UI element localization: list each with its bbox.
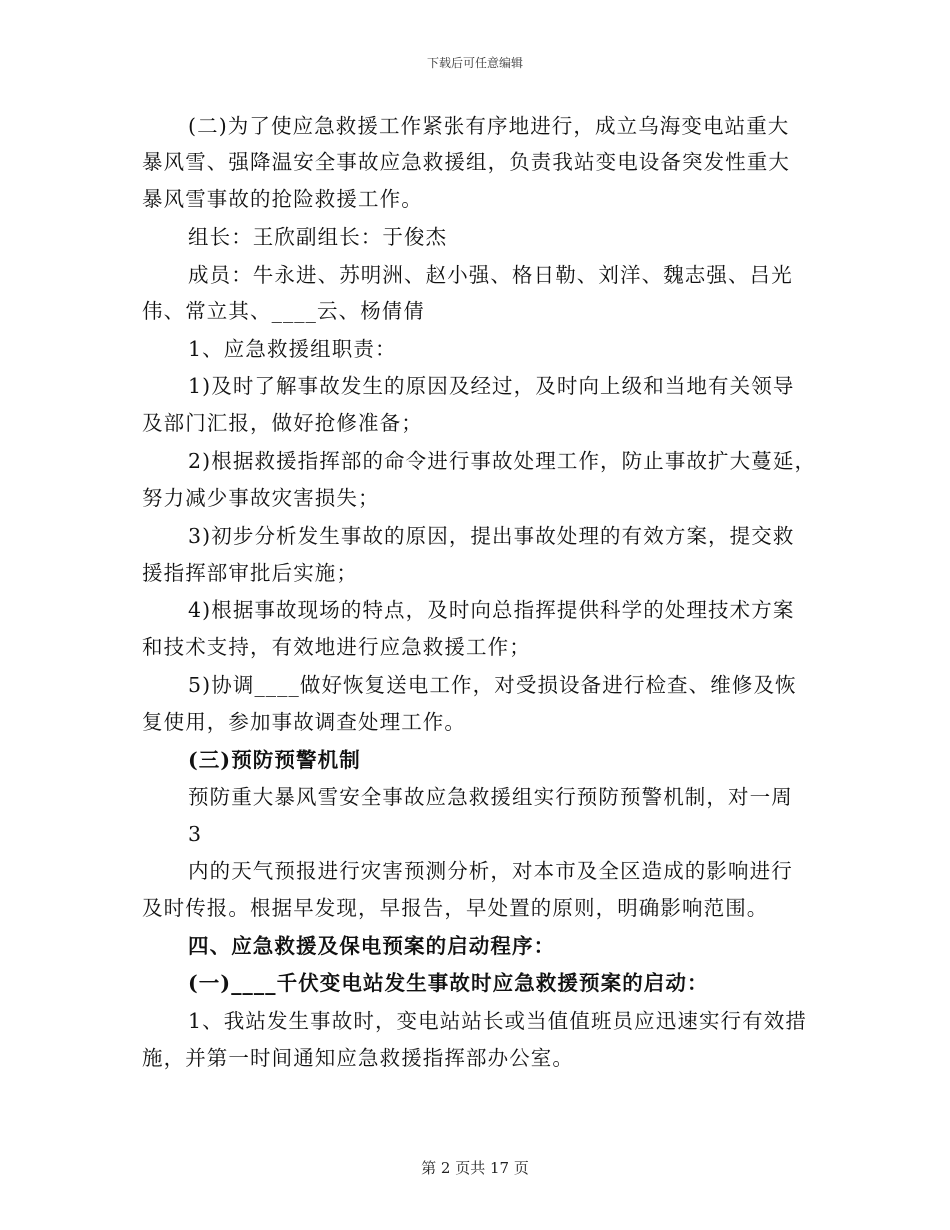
body-line: 1、我站发生事故时，变电站站长或当值值班员应迅速实行有效措 — [188, 1009, 807, 1033]
page-header-note: 下载后可任意编辑 — [426, 56, 523, 70]
body-line: (二)为了使应急救援工作紧张有序地进行，成立乌海变电站重大 — [188, 114, 790, 138]
body-line: 3)初步分析发生事故的原因，提出事故处理的有效方案，提交救 — [188, 524, 795, 548]
section-heading: (三)预防预警机制 — [188, 748, 361, 772]
body-line: 伟、常立其、____云、杨倩倩 — [142, 299, 425, 323]
body-line: 援指挥部审批后实施； — [142, 561, 358, 585]
body-line: 5)协调____做好恢复送电工作，对受损设备进行检查、维修及恢 — [188, 673, 797, 697]
body-line: 及部门汇报，做好抢修准备； — [142, 411, 423, 435]
body-line: 内的天气预报进行灾害预测分析，对本市及全区造成的影响进行 — [188, 859, 793, 883]
body-line: 2)根据救援指挥部的命令进行事故处理工作，防止事故扩大蔓延， — [188, 449, 817, 473]
body-line: 及时传报。根据早发现，早报告，早处置的原则，明确影响范围。 — [142, 896, 769, 920]
section-heading: (一)____千伏变电站发生事故时应急救援预案的启动： — [188, 971, 709, 995]
body-line: 1)及时了解事故发生的原因及经过，及时向上级和当地有关领导 — [188, 374, 795, 398]
body-line: 1、应急救援组职责： — [188, 337, 397, 361]
body-line: 组长：王欣副组长：于俊杰 — [188, 225, 448, 249]
body-line: 4)根据事故现场的特点，及时向总指挥提供科学的处理技术方案 — [188, 598, 795, 622]
body-line: 复使用，参加事故调查处理工作。 — [142, 710, 466, 734]
body-line: 努力减少事故灾害损失； — [142, 486, 380, 510]
body-line: 和技术支持，有效地进行应急救援工作； — [142, 635, 531, 659]
body-line: 施，并第一时间通知应急救援指挥部办公室。 — [142, 1046, 574, 1070]
body-line: 成员：牛永进、苏明洲、赵小强、格日勒、刘洋、魏志强、吕光 — [188, 263, 793, 287]
section-heading: 四、应急救援及保电预案的启动程序： — [188, 934, 556, 958]
body-line: 3 — [188, 822, 203, 846]
page-number: 第 2 页共 17 页 — [421, 1159, 529, 1177]
body-line: 暴风雪事故的抢险救援工作。 — [142, 187, 423, 211]
body-line: 预防重大暴风雪安全事故应急救援组实行预防预警机制，对一周 — [188, 785, 793, 809]
body-line: 暴风雪、强降温安全事故应急救援组，负责我站变电设备突发性重大 — [142, 150, 790, 174]
